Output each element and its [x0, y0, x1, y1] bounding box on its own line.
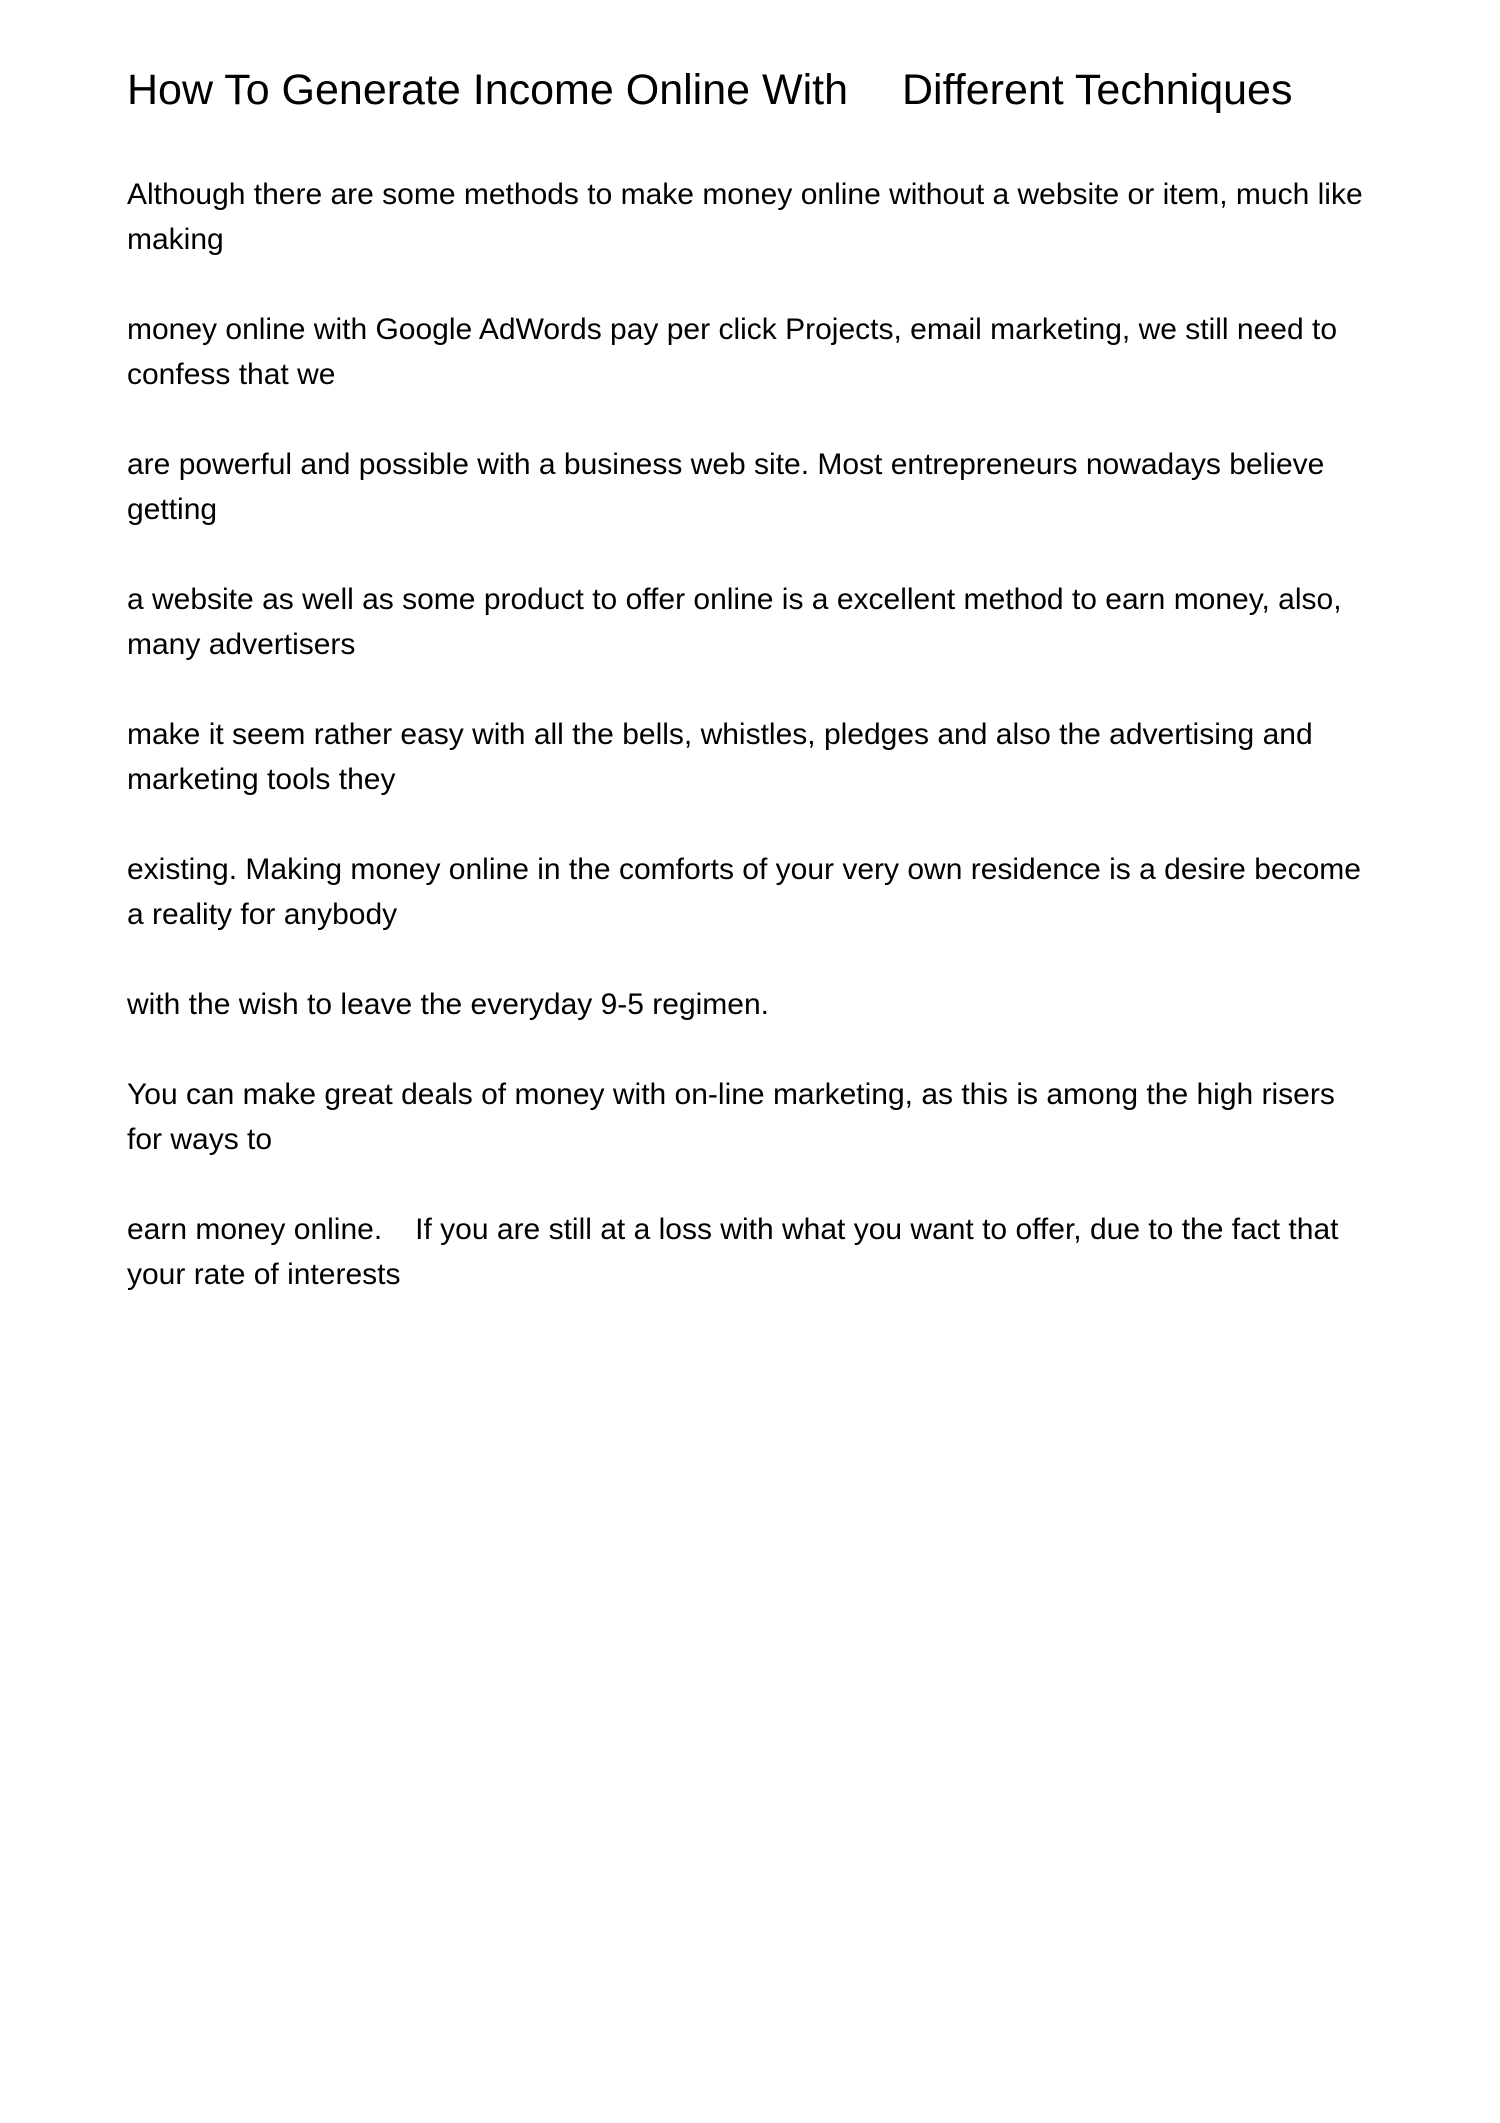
paragraph-line: a reality for anybody [127, 898, 398, 931]
paragraph-line: a website as well as some product to offer online is a excellent method to earn money, also, [127, 583, 1342, 616]
paragraph-line: make it seem rather easy with all the bells, whistles, pledges and also the advertising and [127, 718, 1313, 751]
paragraph-line: money online with Google AdWords pay per click Projects, email marketing, we still need to [127, 313, 1338, 346]
sentence-earn-money: earn money online. [127, 1213, 383, 1246]
paragraph-line: with the wish to leave the everyday 9-5 regimen. [127, 988, 769, 1021]
paragraph-line: making [127, 223, 224, 256]
paragraph-line: for ways to [127, 1123, 273, 1156]
paragraph-7 [127, 982, 1387, 1027]
paragraph-line: getting [127, 493, 218, 526]
title-part-1: How To Generate Income Online With [127, 66, 848, 114]
sentence-if-you: If you are still at a loss with what you want to offer, due to the fact that [415, 1213, 1339, 1246]
paragraph-line: You can make great deals of money with on-line marketing, as this is among the high risers [127, 1078, 1335, 1111]
paragraph-8 [127, 1072, 1387, 1162]
paragraph-3 [127, 442, 1387, 532]
page-title [127, 64, 1292, 116]
paragraph-line: confess that we [127, 358, 336, 391]
paragraph-line: are powerful and possible with a business web site. Most entrepreneurs nowadays believe [127, 448, 1325, 481]
paragraph-4 [127, 577, 1387, 667]
paragraph-5 [127, 712, 1387, 802]
paragraph-line: existing. Making money online in the comforts of your very own residence is a desire become [127, 853, 1361, 886]
title-part-2: Different Techniques [902, 66, 1293, 114]
paragraph-2 [127, 307, 1387, 397]
paragraph-9 [127, 1207, 1387, 1297]
document-body [127, 172, 1387, 1342]
paragraph-line: marketing tools they [127, 763, 396, 796]
paragraph-line: your rate of interests [127, 1258, 401, 1291]
paragraph-line: Although there are some methods to make money online without a website or item, much like [127, 178, 1363, 211]
paragraph-6 [127, 847, 1387, 937]
paragraph-line [127, 1207, 1387, 1252]
paragraph-1 [127, 172, 1387, 262]
paragraph-line: many advertisers [127, 628, 356, 661]
